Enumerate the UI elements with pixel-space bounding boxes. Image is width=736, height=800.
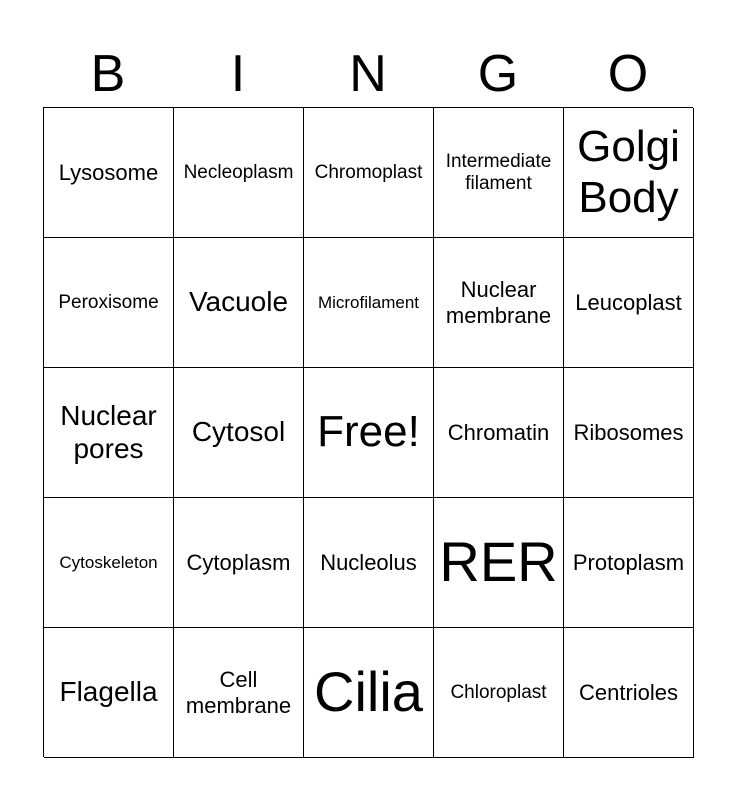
bingo-cell[interactable] bbox=[44, 498, 174, 628]
bingo-cell-label: Cytosol bbox=[191, 416, 286, 448]
bingo-cell[interactable] bbox=[174, 498, 304, 628]
bingo-cell[interactable] bbox=[564, 108, 694, 238]
bingo-cell-label: Vacuole bbox=[188, 286, 289, 318]
bingo-cell[interactable] bbox=[304, 368, 434, 498]
bingo-cell-label: Cytoplasm bbox=[186, 549, 291, 575]
bingo-cell-label: Leucoplast bbox=[575, 289, 682, 315]
bingo-cell-label: Chloroplast bbox=[450, 681, 547, 703]
bingo-cell[interactable] bbox=[434, 498, 564, 628]
bingo-cell-label: Chromatin bbox=[447, 419, 550, 445]
bingo-cell[interactable] bbox=[564, 368, 694, 498]
bingo-cell[interactable] bbox=[564, 628, 694, 758]
bingo-cell[interactable] bbox=[174, 368, 304, 498]
bingo-cell[interactable] bbox=[44, 238, 174, 368]
header-letter-i: I bbox=[230, 45, 246, 103]
bingo-cell[interactable] bbox=[434, 368, 564, 498]
bingo-cell-label: Cell membrane bbox=[185, 667, 292, 718]
bingo-cell-label: Nucleolus bbox=[320, 549, 417, 575]
bingo-cell[interactable] bbox=[564, 238, 694, 368]
bingo-cell[interactable] bbox=[174, 628, 304, 758]
bingo-cell[interactable] bbox=[304, 498, 434, 628]
bingo-cell[interactable] bbox=[44, 628, 174, 758]
bingo-cell-label: Peroxisome bbox=[58, 291, 159, 313]
header-letter-g: G bbox=[477, 45, 519, 103]
bingo-cell[interactable] bbox=[304, 628, 434, 758]
bingo-cell-label: Microfilament bbox=[317, 292, 420, 312]
bingo-cell[interactable] bbox=[174, 108, 304, 238]
bingo-cell-label: Intermediate filament bbox=[445, 150, 552, 194]
bingo-cell[interactable] bbox=[304, 238, 434, 368]
bingo-cell[interactable] bbox=[564, 498, 694, 628]
bingo-cell-label: RER bbox=[439, 530, 558, 594]
header-letter-o: O bbox=[607, 45, 649, 103]
bingo-cell-label: Nuclear membrane bbox=[445, 277, 552, 328]
bingo-cell-label: Chromoplast bbox=[314, 161, 423, 183]
bingo-cell[interactable] bbox=[434, 108, 564, 238]
bingo-cell-label: Protoplasm bbox=[572, 549, 685, 575]
bingo-cell-label: Ribosomes bbox=[573, 419, 684, 445]
bingo-cell[interactable] bbox=[44, 368, 174, 498]
bingo-cell-label: Flagella bbox=[59, 676, 158, 708]
bingo-header bbox=[43, 40, 693, 108]
bingo-cell-label: Cilia bbox=[314, 660, 423, 724]
bingo-cell-label: Centrioles bbox=[578, 679, 679, 705]
bingo-cell[interactable] bbox=[44, 108, 174, 238]
header-letter-b: B bbox=[90, 45, 126, 103]
bingo-cell-label: Cytoskeleton bbox=[59, 552, 158, 572]
bingo-cell[interactable] bbox=[434, 238, 564, 368]
bingo-board bbox=[43, 107, 693, 757]
bingo-cell[interactable] bbox=[434, 628, 564, 758]
bingo-cell-label: Golgi Body bbox=[577, 121, 680, 222]
header-letter-n: N bbox=[349, 45, 387, 103]
bingo-cell-label: Free! bbox=[317, 407, 420, 457]
bingo-cell[interactable] bbox=[174, 238, 304, 368]
bingo-cell-label: Nuclear pores bbox=[60, 400, 157, 464]
bingo-cell[interactable] bbox=[304, 108, 434, 238]
bingo-cell-label: Lysosome bbox=[58, 159, 159, 185]
bingo-cell-label: Necleoplasm bbox=[183, 161, 294, 183]
